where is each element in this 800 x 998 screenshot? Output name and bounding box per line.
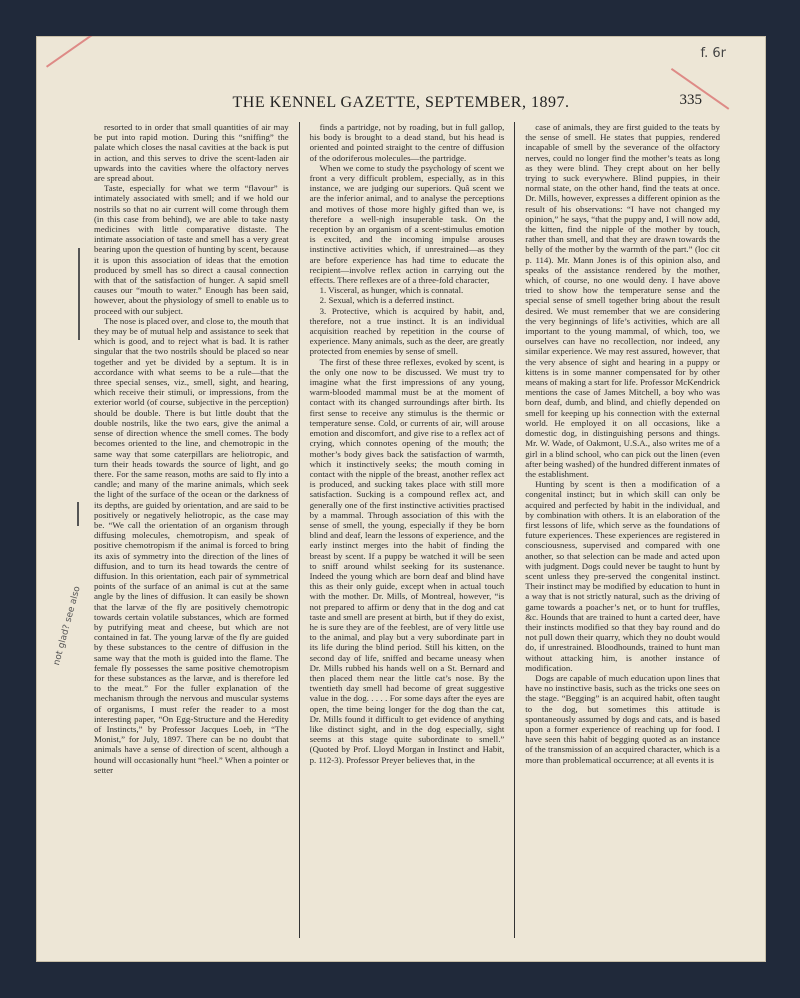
- column-1: [94, 122, 289, 938]
- journal-page: [36, 36, 766, 962]
- column-3: [525, 122, 720, 938]
- paragraph: The first of these three reflexes, evoked by scent, is the only one now to be discussed. We must try to imagine what the first impressions of any young, warm-blooded mammal must be at the moment of contact with its changed surroundings after birth. Its first sense to receive any stimulus is the thermic or temperature sense. Cold, or currents of air, will arouse emotion and discomfort, and give rise to a reflex act of crying, which connotes opening of the mouth; the mother’s body gives back the satisfaction of warmth, which it instinctively seeks; the mouth coming in contact with the nipple of the breast, another reflex act is produced, and sucking takes place with still more satisfaction. Sucking is a compound reflex act, and generally one of the first instinctive activities practised by a mammal. Through association of this with the sense of smell, the young, especially if they be born blind and deaf, learn the lessons of experience, and the early instinct merges into the habit of finding the breast by scent. If a puppy be watched it will be seen to sniff around whilst seeking for its sustenance. Indeed the young which are born deaf and blind have this as their only guide, except when in actual touch with the mother. Dr. Mills, of Montreal, however, “is not prepared to affirm or deny that in the dog and cat taste and smell are present at birth, but if they do exist, he is sure they are of the feeblest, are of very little use to the animal, and play but a very subordinate part in its life during the blind period. Still his kitten, on the second day of life, sniffed and became uneasy when Dr. Mills rubbed his hands well on a St. Bernard and then placed them near the little cat’s nose. By the twentieth day smell had become of great suggestive value in the dog. . . . . For some days after the eyes are open, the time being longer for the dog than the cat, Dr. Mills found it difficult to get evidence of anything like distinct sight, and in the dog especially, sight seems at this stage quite subordinate to smell.” (Quoted by Prof. Lloyd Morgan in Instinct and Habit, p. 112-3). Professor Preyer believes that, in the: [309, 356, 505, 765]
- margin-bracket: [77, 502, 79, 526]
- paragraph: case of animals, they are first guided to the teats by the sense of smell. He states that puppies, rendered incapable of smell by the severance of the olfactory nerves, could no longer find the mother’s teats as long as they were blind. They crept about on her belly trying to suck everywhere. Blind puppies, in their normal state, on the other hand, find the teats at once. Dr. Mills, however, expresses a different opinion as the result of his observations: “I have not changed my opinion,” he says, “that the puppy and, I will now add, the kitten, find the nipple of the mother by touch, rather than smell, and that they are drawn towards the belly of the mother by the warmth of the part.” (loc cit p. 114). Mr. Mann Jones is of this opinion also, and speaks of the assistance rendered by the mother, which, of course, no one would deny. I have above tried to show how the temperature sense and the special sense of smell together bring about the result desired. We must remember that we are considering the very beginnings of life’s activities, which are all important to the young mammal, of which, too, we ourselves can have no recollection, nor indeed, any similar experience. We may rest assured, however, that the very absence of sight and hearing in a puppy or kittens is in some manner compensated for by other means of making a start for life. Professor McKendrick mentions the case of James Mitchell, a boy who was born deaf, dumb, and blind, and chiefly depended on smell for keeping up his connection with the external world. He employed it on all occasions, like a domestic dog, in distinguishing persons and things. Mr. W. Wade, of Oakmont, U.S.A., also writes me of a girl in a blind school, who can pick out the linen (even after being washed) of the hundred different inmates of the establishment.: [525, 122, 720, 479]
- paragraph: When we come to study the psychology of scent we front a very difficult problem, especially, as in this instance, we are judging our superiors. Quâ scent we are the inferior animal, and to analyse the perceptions and motives of those more highly gifted than we, is therefore a well-nigh insuperable task. On the reception by an organism of a scent-stimulus emotion is excited, and the incoming impulse arouses instinctive activities which, if unrestrained—as they are before experience has had time to educate the recipient—involve reflex action in carrying out the effects. There reflexes are of a three-fold character,: [309, 162, 505, 286]
- column-divider: [299, 122, 300, 938]
- list-item: 3. Protective, which is acquired by habit, and, therefore, not a true instinct. It is an individual acquisition reached by repetition in the course of experience. Many animals, such as the deer, are greatly protected from enemies by sense of smell.: [309, 305, 505, 357]
- pencil-mark: [46, 36, 137, 68]
- list-item: 2. Sexual, which is a deferred instinct.: [319, 295, 455, 306]
- text-columns: [94, 122, 720, 938]
- page-number: 335: [679, 92, 702, 108]
- archive-folio-mark: f. 6r: [700, 46, 726, 61]
- journal-title: THE KENNEL GAZETTE, SEPTEMBER, 1897.: [232, 94, 570, 111]
- paragraph: The nose is placed over, and close to, the mouth that they may be of mutual help and assistance to seek that which is good, and to reject what is bad. It is rather singular that the two nostrils should be placed so near together and yet be divided by a septum. It is in accordance with what seems to be a rule—that the three special senses, viz., smell, sight, and hearing, which receive their stimuli, or impressions, from the exterior world (of course, subjective in the perception) should be double. There is but little doubt that the double nostrils, like the two ears, give the animal a sense of direction whence the smell comes. The body becomes oriented to the line, and chemotropic in the same way that some caterpillars are heliotropic, and turn their heads towards the source of light, and go there. For the same reason, moths are said to fly into a candle; and many of the marine animals, which seek the light of the surface of the ocean or the darkness of its depths, are guided by orientation, and are said to be positively or negatively heliotropic, as the case may be. “We call the orientation of an organism through diffusing molecules, chemotropism, and speak of positive chemotropism if the animal is forced to bring its axis of symmetry into the direction of the lines of diffusion, and to turn its head towards the centre of diffusion. In this orientation, each pair of symmetrical points of the surface of an animal is cut at the same angle by the lines of diffusion. It can easily be shown that the larvæ of the fly are positively chemotropic towards certain volatile substances, which are formed by putrifying meat and cheese, but which are not contained in fat. The young larvæ of the fly are guided by these substances to the centre of diffusion in the same way that the moth is guided into the flame. The female fly possesses the same positive chemotropism for these substances as the larvæ, and is therefore led to the meat.” For the fuller explanation of the mechanism through the nervous and muscular systems of organisms, I must refer the reader to a most interesting paper, “On Egg-Structure and the Heredity of Instincts,” by Professor Jacques Loeb, in “The Monist,” for July, 1897. There can be no doubt that animals have a sense of direction of scent, although a hound will occasionally hunt “heel.” When a pointer or setter: [94, 315, 289, 775]
- list-item: 1. Visceral, as hunger, which is connatal.: [319, 285, 464, 296]
- column-2: [310, 122, 505, 938]
- handwritten-margin-note: not glad? see also: [52, 585, 83, 667]
- paragraph: Hunting by scent is then a modification of a congenital instinct; but in which skill can only be acquired and perfected by habit in the individual, and by combination with others. It is an elaboration of the first lessons of life, which serve as the foundations of future experiences. These experiences are registered in consciousness, supervised and compared with one another, so that selection can be made and acted upon with judgment. Dogs could never be taught to hunt by scent unless they pre-served the congenital instinct. Their instinct may be modified by education to hunt in a way that is not strictly natural, such as the driving of game towards a poacher’s net, or to hunt for truffles, &c. Hounds that are trained to hunt a carted deer, have their instincts modified so that they bay round and do not pull down their quarry, which they no doubt would do, if unrestrained. Bloodhounds, trained to hunt man without attacking him, is another instance of modification.: [525, 479, 720, 673]
- paragraph: Taste, especially for what we term “flavour” is intimately associated with smell; and if we hold our nostrils so that no air current will come through them (in this case from behind), we are able to take nasty medicines with little comparative distaste. The intimate association of taste and smell has a very great bearing upon the question of hunting by scent, because it is upon this association of ideas that the emotion produced by smell has so direct a causal connection with that of the satisfaction of hunger. A sapid smell causes our “mouth to water.” Enough has been said, however, about the physiology of smell to enable us to proceed with our subject.: [94, 183, 289, 316]
- paragraph: Dogs are capable of much education upon lines that have no instinctive basis, such as the tricks one sees on the stage. “Begging” is an acquired habit, often taught to the dog, but sometimes this attitude is spontaneously assumed by dogs and cats, and is based upon a former experience of reaching up for food. I have seen this habit of begging quoted as an instance of the transmission of an acquired character, which is a more than problematical occurrence; at all events it is: [525, 672, 720, 765]
- column-divider: [514, 122, 515, 938]
- running-header: [36, 92, 766, 112]
- margin-bracket: [78, 248, 80, 340]
- paragraph: finds a partridge, not by roading, but in full gallop, his body is brought to a dead stand, but his head is oriented and pointed straight to the centre of diffusion of the odoriferous molecules—the partridge.: [309, 122, 505, 163]
- paragraph: resorted to in order that small quantities of air may be put into rapid motion. During this “sniffing” the palate which closes the nasal cavities at the back is put in action, and this serves to drive the scent-laden air upwards into the cavities where the olfactory nerves are spread about.: [94, 122, 289, 184]
